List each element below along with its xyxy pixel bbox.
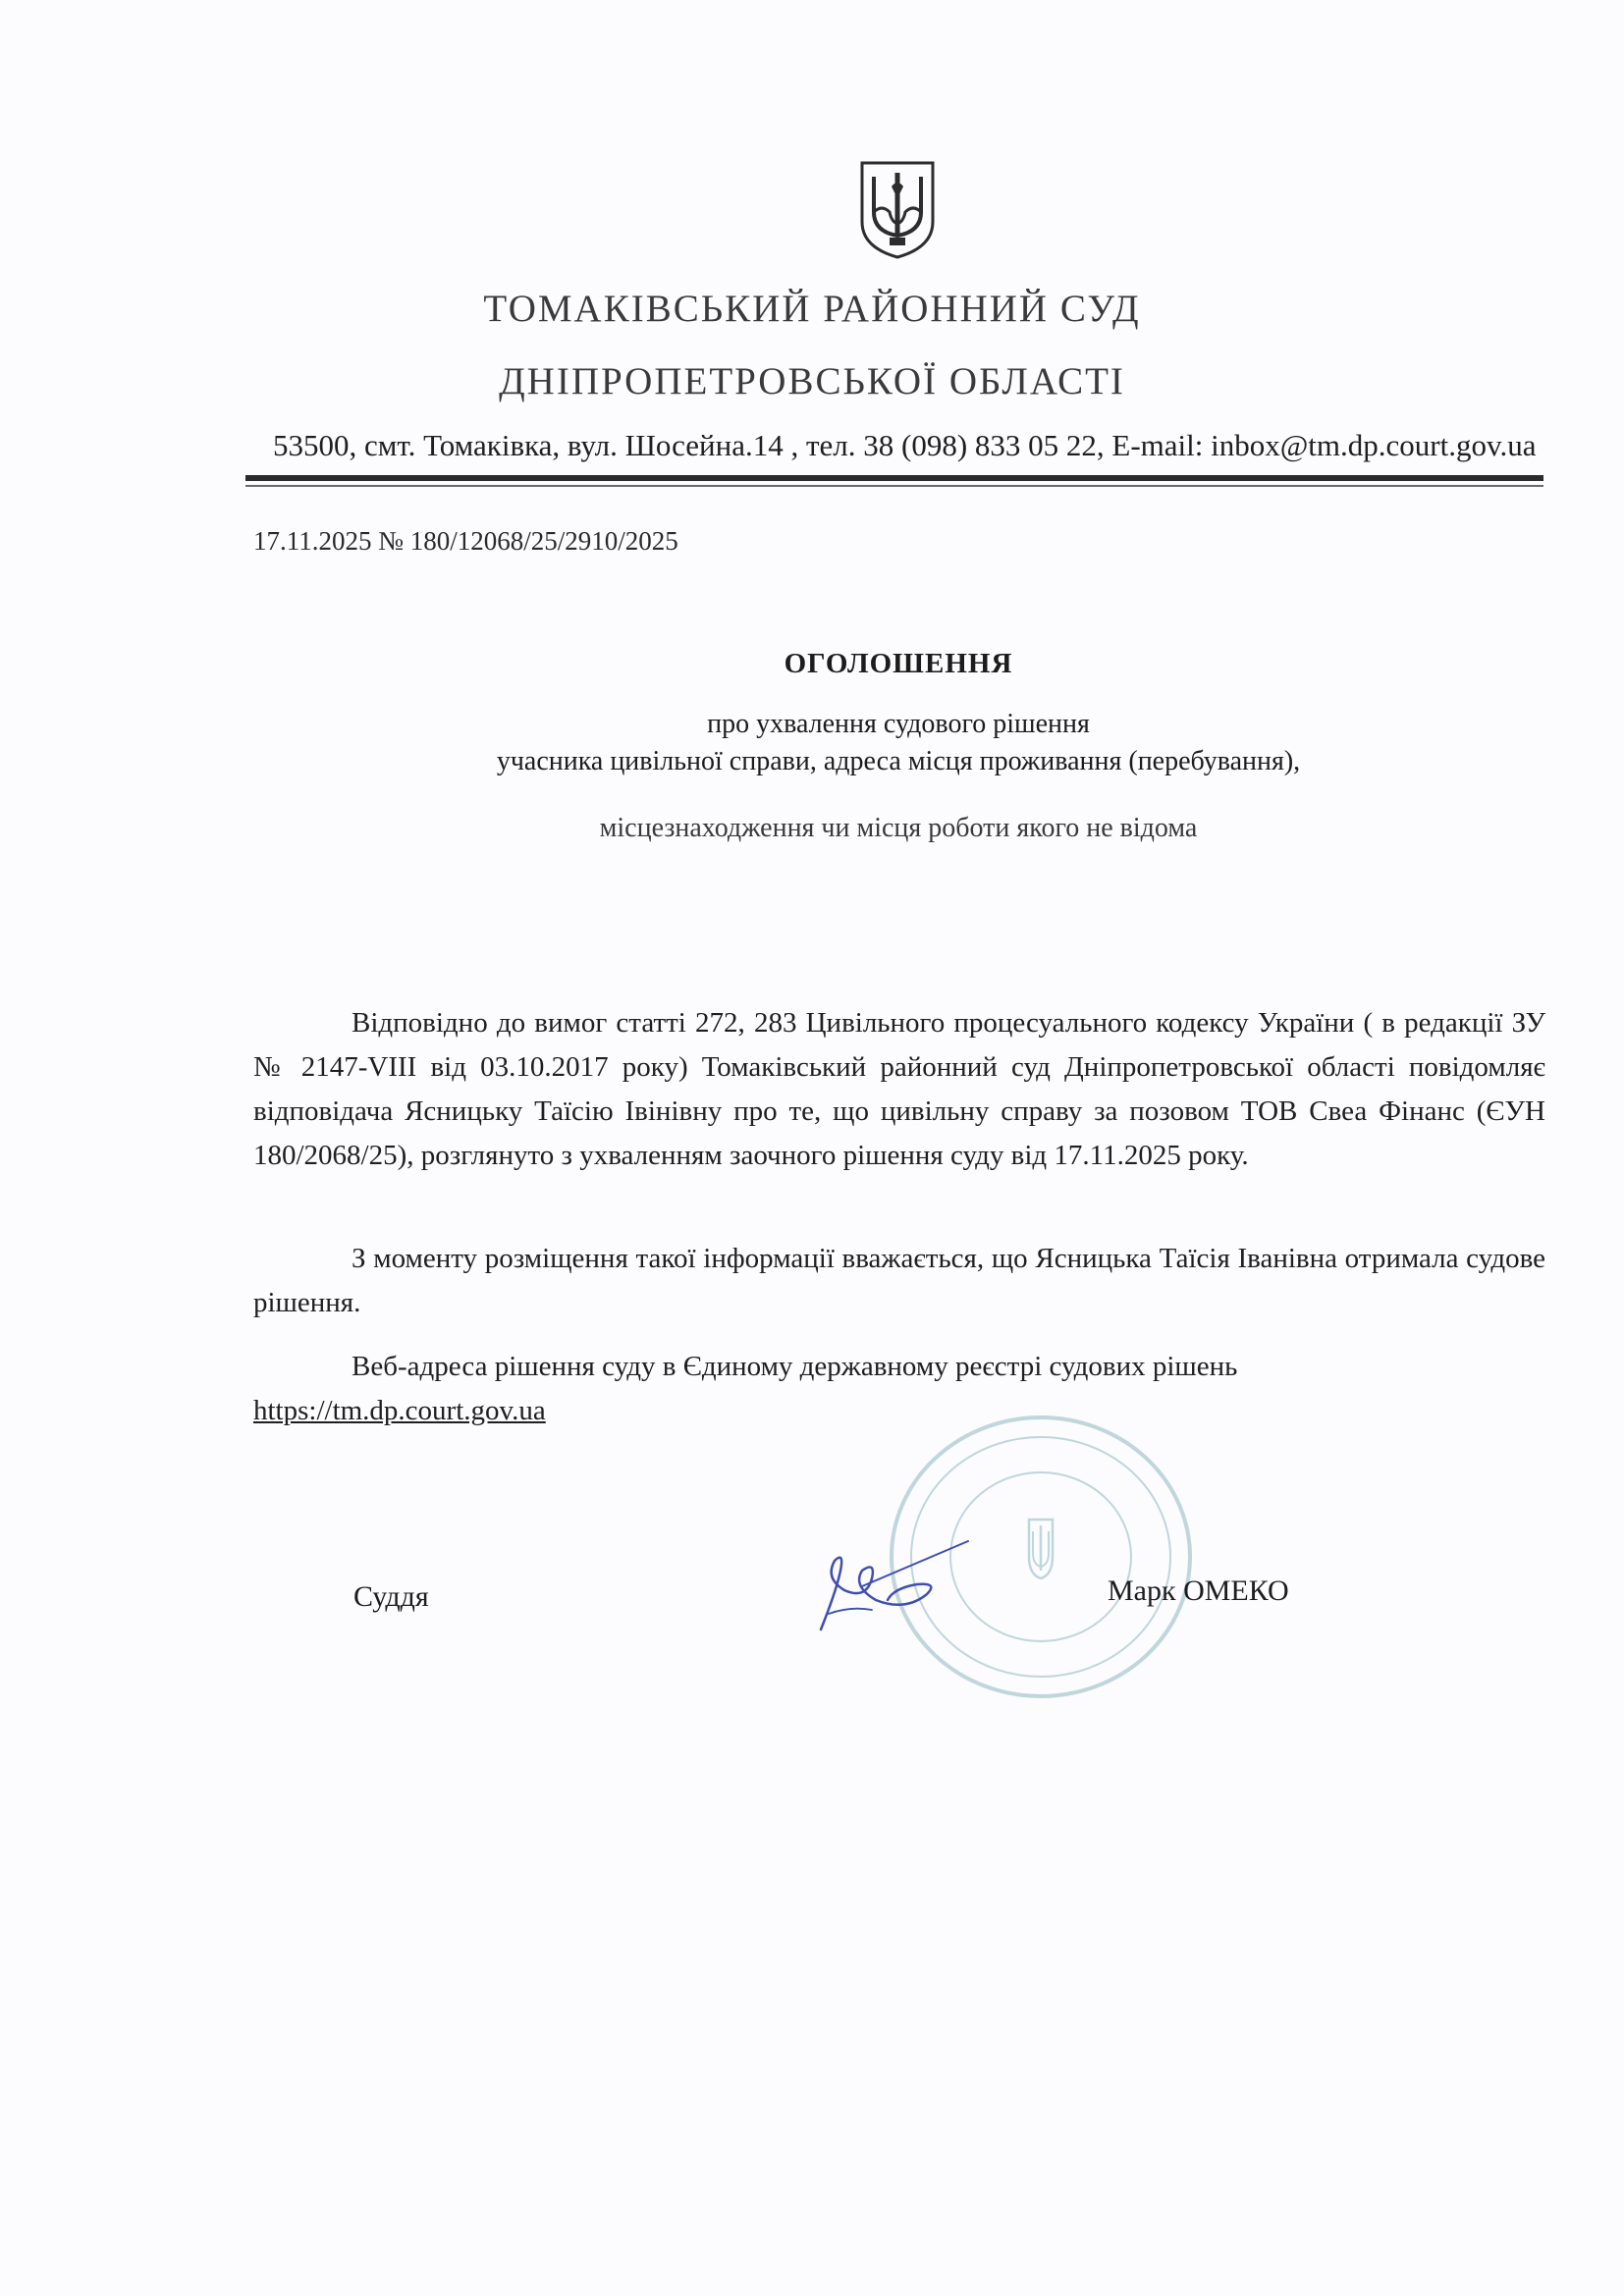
court-name-line1: ТОМАКІВСЬКИЙ РАЙОННИЙ СУД [483, 288, 1141, 330]
paragraph-text: Веб-адреса рішення суду в Єдиному державному реєстрі судових рішень [352, 1351, 1238, 1382]
court-address: 53500, смт. Томаківка, вул. Шосейна.14 , тел. 38 (098) 833 05 22, E-mail: inbox@tm.dp.court.gov.ua [273, 428, 1537, 462]
paragraph-text: Відповідно до вимог статті 272, 283 Цивільного процесуального кодексу України ( в редакції ЗУ № 2147-VIII від 03.10.2017 року) Томаківський районний суд Дніпропетровської області повідомляє відповідача Ясницьку Таїсію Івінівну про те, що цивільну справу за позовом ТОВ Свеа Фінанс (ЄУН 180/2068/25), розглянуто з ухваленням заочного рішення суду від 17.11.2025 року. [253, 1007, 1545, 1171]
court-url-link[interactable]: https://tm.dp.court.gov.ua [253, 1395, 546, 1426]
header-divider-thick [245, 475, 1543, 481]
document-reference: 17.11.2025 № 180/12068/25/2910/2025 [253, 526, 678, 556]
body-paragraph-2 [253, 1237, 1545, 1325]
handwritten-signature [811, 1531, 978, 1639]
judge-role-label: Суддя [353, 1580, 429, 1613]
court-name-line2: ДНІПРОПЕТРОВСЬКОЇ ОБЛАСТІ [499, 360, 1125, 402]
judge-name: Марк ОМЕКО [1108, 1575, 1289, 1607]
announcement-subtitle-3: місцезнаходження чи місця роботи якого не відома [599, 813, 1198, 843]
body-paragraph-1 [253, 1001, 1545, 1178]
paragraph-text: З моменту розміщення такої інформації вважається, що Ясницька Таїсія Іванівна отримала судове рішення. [253, 1243, 1545, 1318]
announcement-title: ОГОЛОШЕННЯ [784, 648, 1013, 679]
announcement-subtitle-1: про ухвалення судового рішення [707, 709, 1090, 739]
announcement-subtitle-2: учасника цивільної справи, адреса місця проживання (перебування), [496, 746, 1301, 776]
trident-emblem-icon [858, 159, 937, 261]
header-divider-thin [245, 485, 1543, 487]
